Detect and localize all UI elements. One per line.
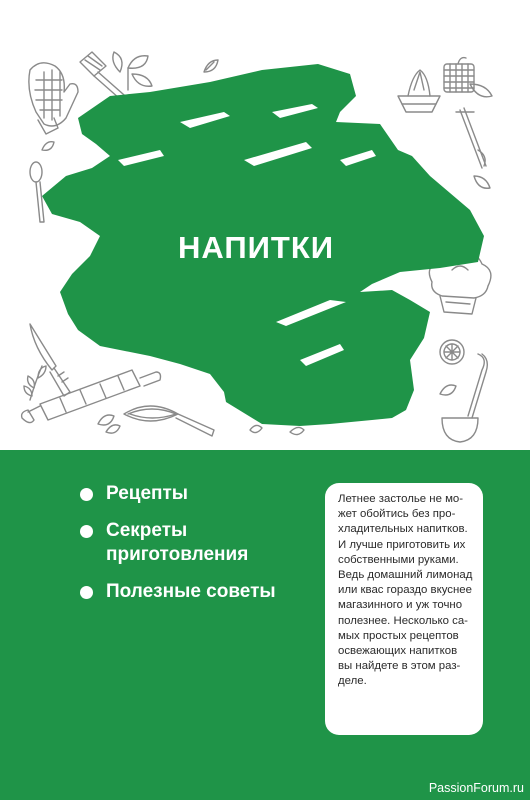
description-line: И лучше приготовить их [338, 538, 466, 551]
list-item-label: Секреты приготовления [106, 520, 249, 565]
bullet-dot-icon [80, 488, 93, 501]
green-info-panel [0, 450, 530, 800]
list-item [80, 482, 300, 506]
description-line: собственными руками. [338, 553, 459, 566]
description-line: полезнее. Несколько са- [338, 614, 468, 627]
list-item [80, 580, 300, 604]
watermark: PassionForum.ru [428, 781, 524, 795]
bullet-dot-icon [80, 525, 93, 538]
list-item-label: Рецепты [106, 483, 189, 504]
feature-list [80, 482, 300, 617]
description-line: мых простых рецептов [338, 629, 459, 642]
description-line: хладительных напитков. [338, 523, 468, 536]
list-item [80, 519, 300, 567]
description-line: магазинного и уж точно [338, 599, 463, 612]
description-line: освежающих напитков [338, 645, 458, 658]
description-line: деле. [338, 675, 367, 688]
list-item-label: Полезные советы [106, 581, 276, 602]
bullet-dot-icon [80, 586, 93, 599]
description-line: Летнее застолье не мо- [338, 493, 464, 505]
description-line: вы найдете в этом раз- [338, 660, 461, 673]
page-title: НАПИТКИ [177, 230, 335, 265]
description-line: жет обойтись без про- [338, 508, 456, 521]
description-card [325, 483, 483, 735]
description-line: или квас гораздо вкуснее [338, 584, 472, 597]
description-line: Ведь домашний лимонад [338, 569, 473, 582]
